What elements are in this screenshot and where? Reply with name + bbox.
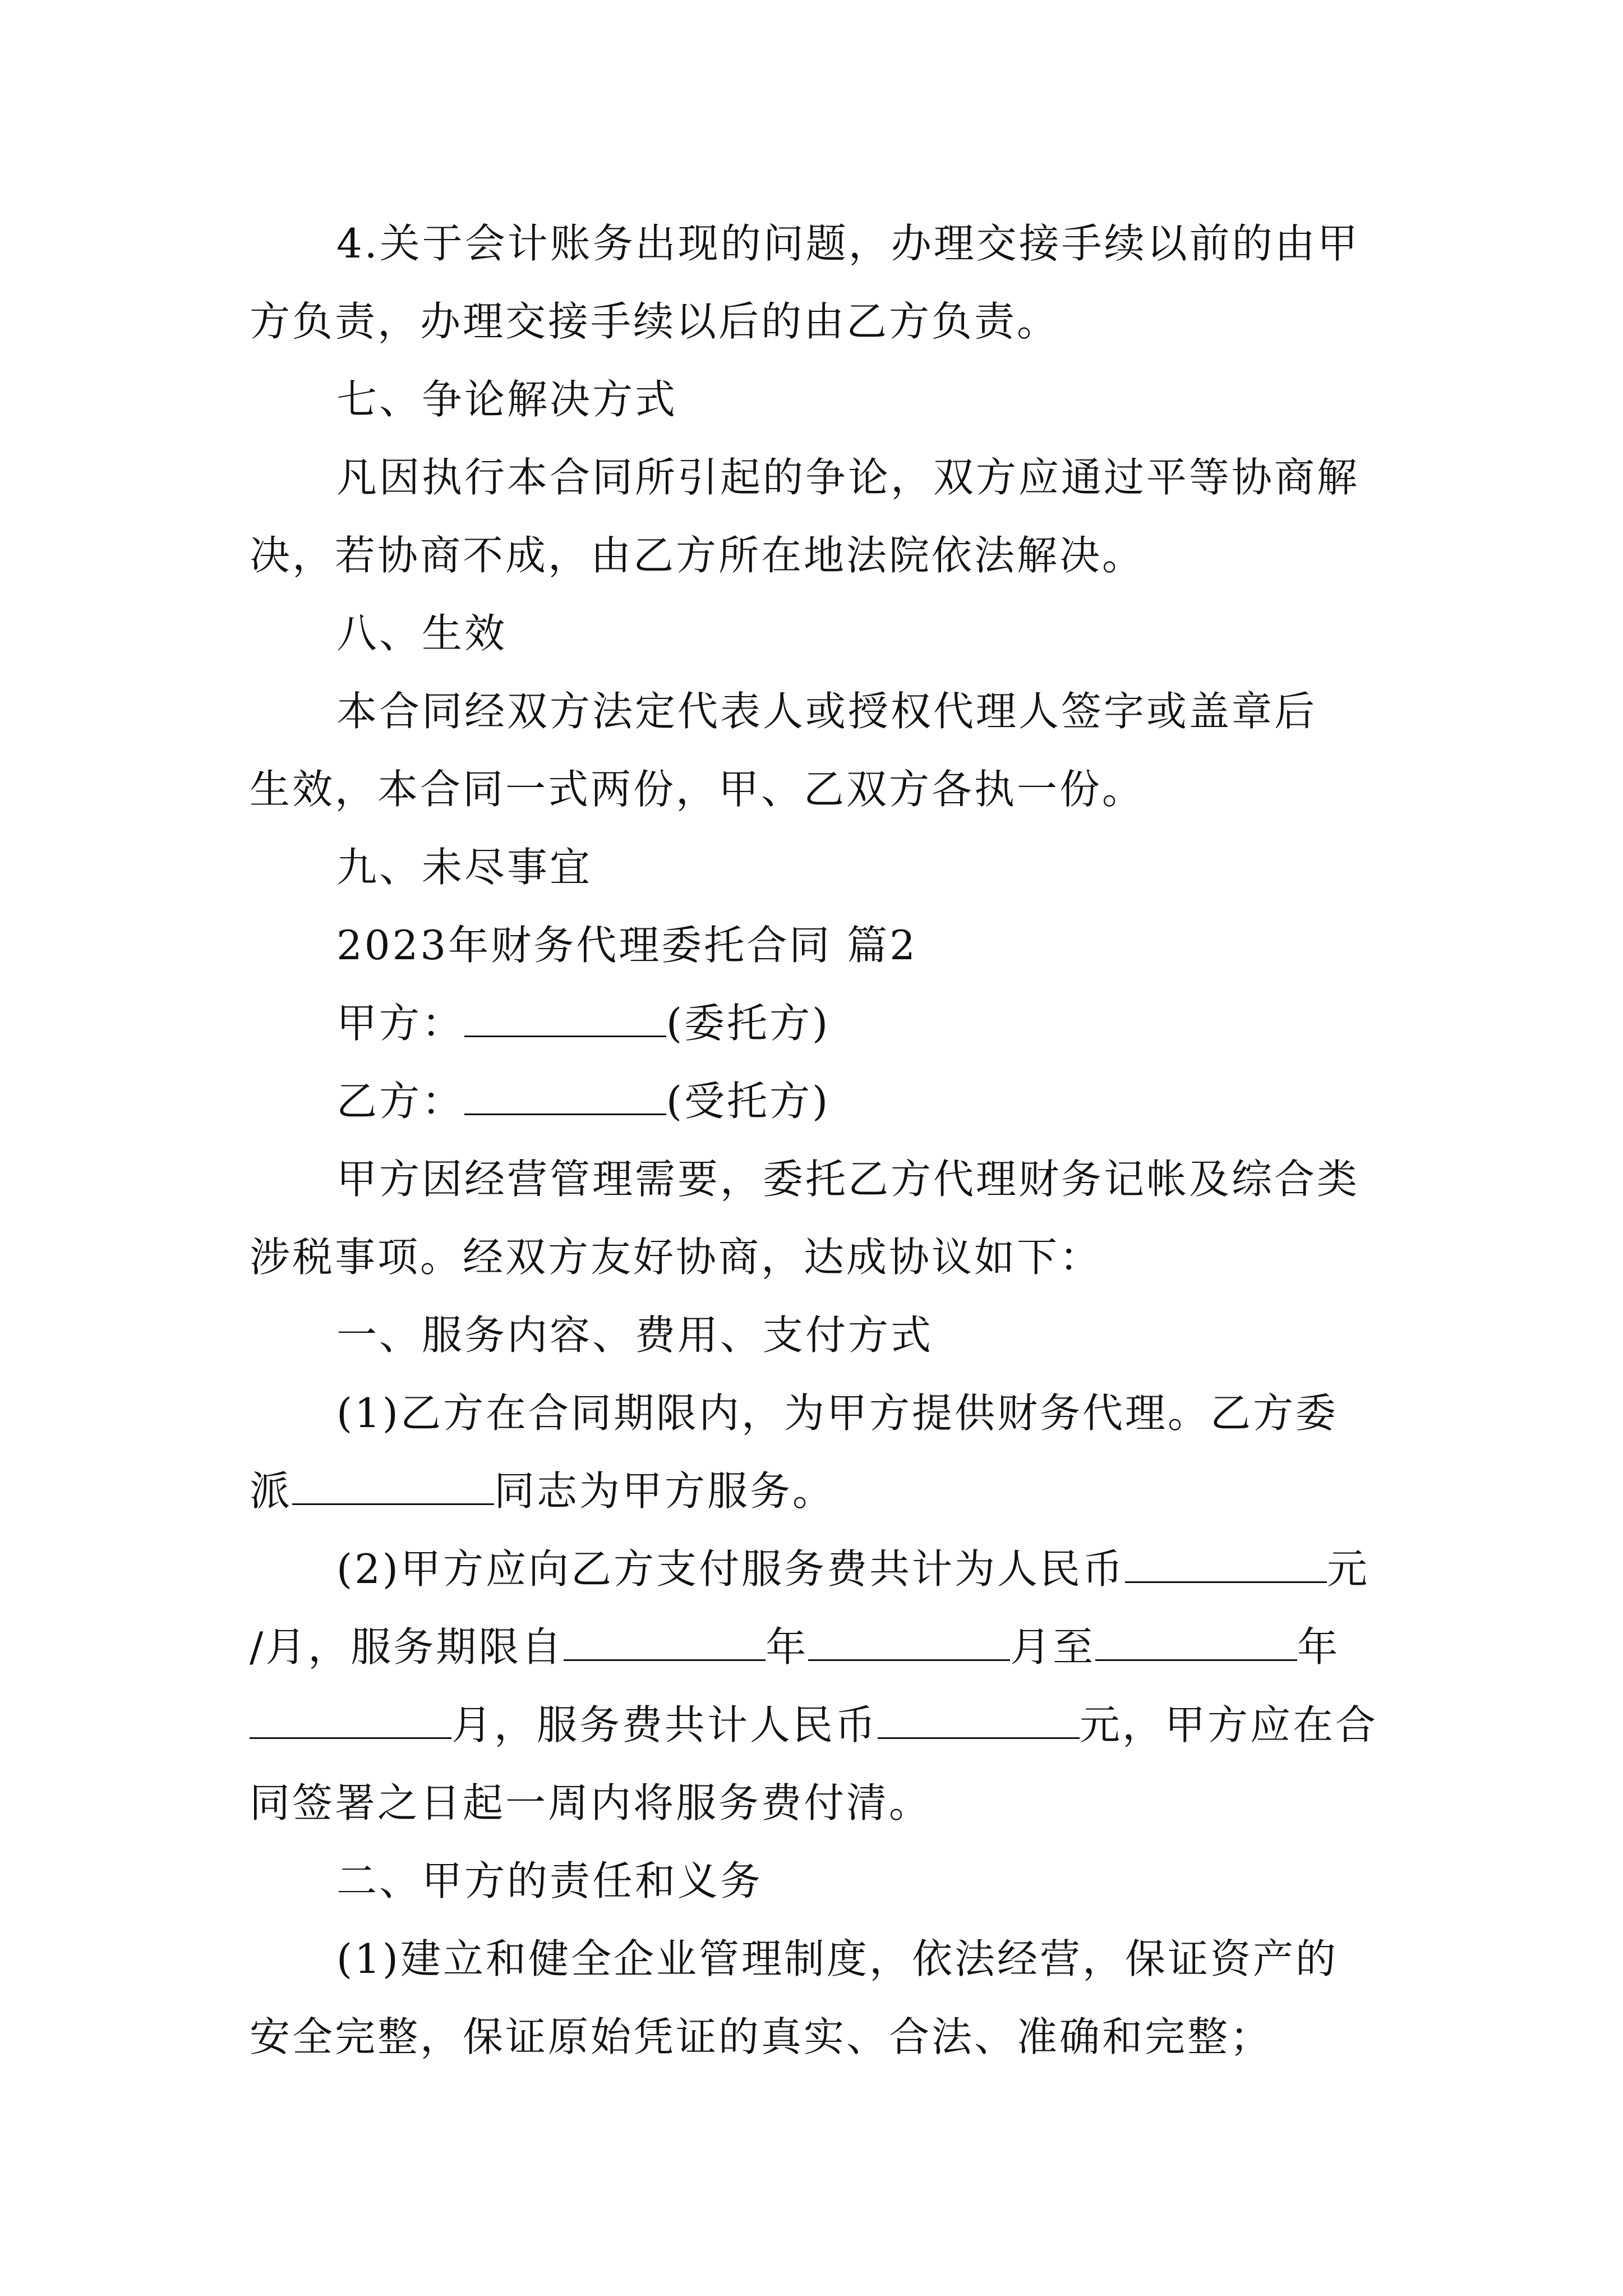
text-fragment: 元，甲方应在合 (1080, 1701, 1378, 1749)
text-line: 生效，本合同一式两份，甲、乙双方各执一份。 (250, 766, 1145, 813)
party-b-blank (464, 1074, 666, 1115)
text-fragment: /月，服务期限自 (250, 1623, 564, 1671)
text-line: 同签署之日起一周内将服务费付清。 (250, 1779, 932, 1826)
text-fragment: 同志为甲方服务。 (494, 1467, 836, 1515)
party-a-line (250, 984, 1388, 1062)
text-fragment: 年 (1297, 1623, 1340, 1671)
paragraph-dispute (250, 439, 1388, 595)
party-b-role: (受托方) (666, 1078, 831, 1125)
start-year-blank (564, 1620, 766, 1661)
text-line: 方负责，办理交接手续以后的由乙方负责。 (250, 298, 1060, 345)
text-fragment: 月至 (1010, 1623, 1096, 1671)
party-b-label: 乙方： (336, 1078, 465, 1125)
party-b-line (250, 1062, 1388, 1140)
paragraph-intro (250, 1140, 1388, 1296)
text-line: 凡因执行本合同所引起的争论，双方应通过平等协商解 (336, 454, 1360, 501)
text-fragment: 月，服务费共计人民币 (451, 1701, 878, 1749)
clause-1-2 (250, 1530, 1388, 1842)
text-line (250, 1452, 1388, 1530)
text-line: 决，若协商不成，由乙方所在地法院依法解决。 (250, 532, 1145, 579)
text-fragment: 年 (766, 1623, 809, 1671)
text-line: 甲方因经营管理需要，委托乙方代理财务记帐及综合类 (336, 1156, 1360, 1203)
party-a-label: 甲方： (336, 1000, 465, 1047)
section-heading-party-a-duties: 二、甲方的责任和义务 (336, 1857, 763, 1904)
section-heading-services: 一、服务内容、费用、支付方式 (336, 1312, 934, 1359)
text-line: 安全完整，保证原始凭证的真实、合法、准确和完整； (250, 2013, 1273, 2060)
clause-1-1 (250, 1374, 1388, 1530)
monthly-fee-blank (1125, 1542, 1327, 1583)
paragraph-effect (250, 673, 1388, 829)
text-line: (1)建立和健全企业管理制度，依法经营，保证资产的 (336, 1935, 1338, 1982)
text-fragment: (2)甲方应向乙方支付服务费共计为人民币 (336, 1545, 1125, 1593)
clause-2-1 (250, 1920, 1388, 2076)
section-heading-dispute: 七、争论解决方式 (336, 376, 678, 423)
paragraph-accounting-issues (250, 205, 1388, 361)
text-line (250, 1530, 1388, 1608)
text-fragment: 元 (1327, 1545, 1370, 1593)
text-fragment: 派 (250, 1467, 293, 1515)
text-line: 4.关于会计账务出现的问题，办理交接手续以前的由甲 (336, 220, 1360, 267)
text-line: (1)乙方在合同期限内，为甲方提供财务代理。乙方委 (336, 1389, 1338, 1437)
section-heading-effect: 八、生效 (336, 610, 508, 657)
text-line (250, 1608, 1388, 1686)
text-line: 本合同经双方法定代表人或授权代理人签字或盖章后 (336, 688, 1317, 735)
text-line: 涉税事项。经双方友好协商，达成协议如下： (250, 1234, 1103, 1281)
document-body (250, 205, 1388, 2076)
text-line (250, 1686, 1388, 1764)
party-a-blank (464, 996, 666, 1037)
end-year-blank (1095, 1620, 1297, 1661)
assignee-blank (292, 1464, 494, 1505)
start-month-blank (808, 1620, 1010, 1661)
section-heading-misc: 九、未尽事宜 (336, 844, 593, 891)
party-a-role: (委托方) (666, 1000, 831, 1047)
total-fee-blank (878, 1698, 1080, 1739)
end-month-blank (250, 1698, 451, 1739)
contract-title: 2023年财务代理委托合同 篇2 (336, 922, 917, 969)
